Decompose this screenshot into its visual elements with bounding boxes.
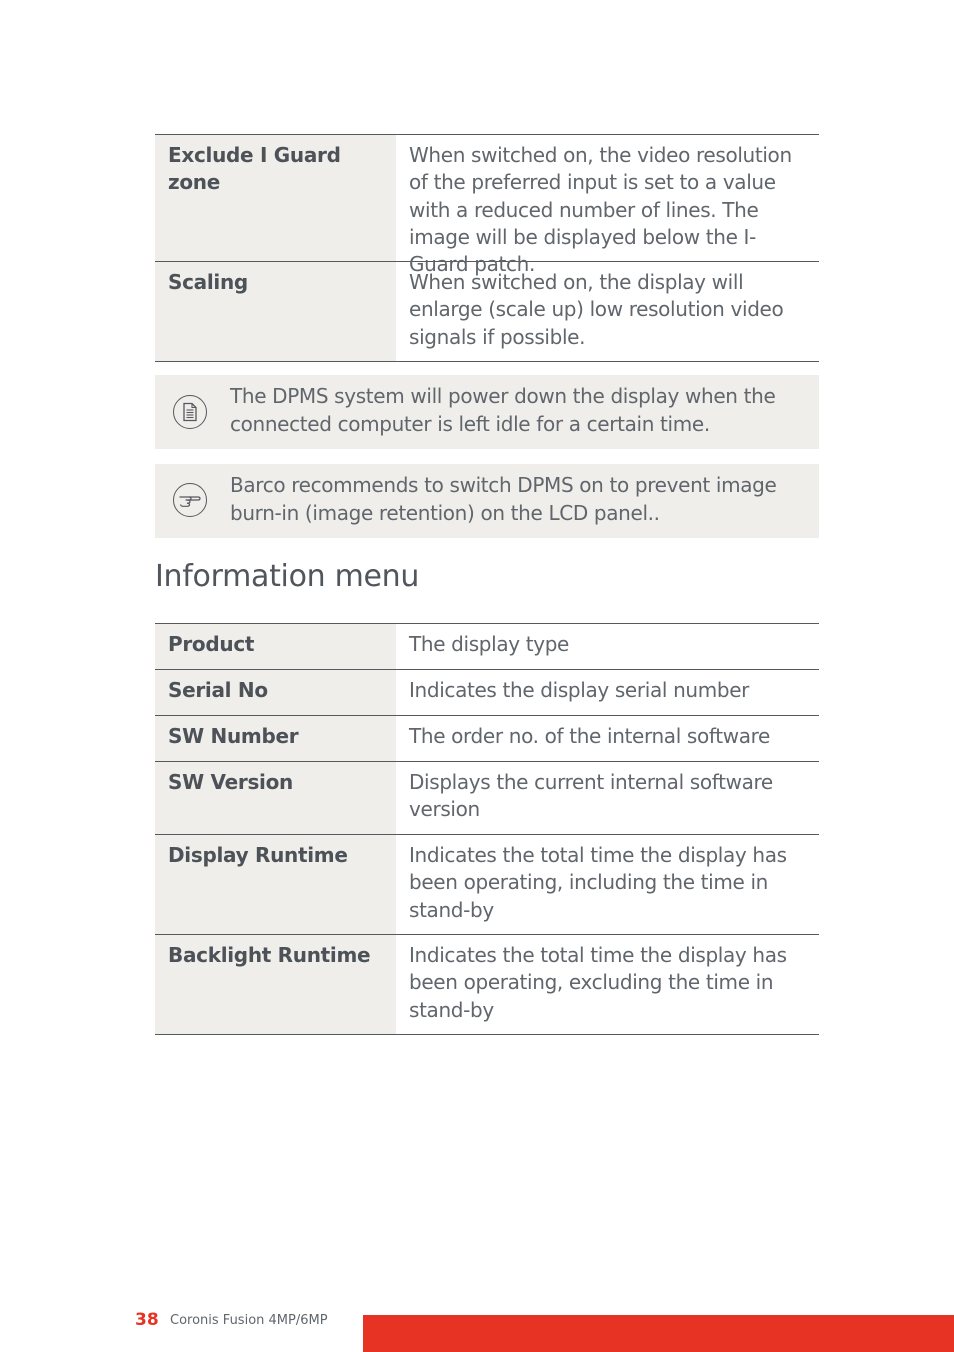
tip-text: Barco recommends to switch DPMS on to prevent image burn-in (image retention) on the LCD panel.. bbox=[230, 473, 777, 525]
footer-accent-bar bbox=[363, 1315, 954, 1352]
table-row bbox=[155, 624, 819, 670]
table-row bbox=[155, 935, 819, 1035]
row-description: The display type bbox=[409, 632, 570, 656]
pointing-hand-icon bbox=[173, 483, 207, 517]
row-description: Displays the current internal software version bbox=[409, 770, 773, 822]
tip-box bbox=[155, 464, 819, 538]
note-text: The DPMS system will power down the display when the connected computer is left idle for a certain time. bbox=[230, 384, 776, 436]
row-term: Exclude I Guard zone bbox=[155, 135, 396, 261]
row-description: When switched on, the display will enlarge (scale up) low resolution video signals if possible. bbox=[409, 270, 784, 349]
row-description: Indicates the display serial number bbox=[409, 678, 750, 702]
note-icon bbox=[173, 395, 207, 429]
row-term: Scaling bbox=[155, 262, 396, 361]
section-title: Information menu bbox=[155, 559, 420, 594]
information-table bbox=[155, 623, 819, 1035]
table-row bbox=[155, 262, 819, 362]
table-row bbox=[155, 835, 819, 935]
row-term: Display Runtime bbox=[155, 835, 396, 934]
row-term: SW Number bbox=[155, 716, 396, 761]
table-row bbox=[155, 716, 819, 762]
note-box bbox=[155, 375, 819, 449]
settings-table bbox=[155, 134, 819, 362]
row-term: Serial No bbox=[155, 670, 396, 715]
row-description: When switched on, the video resolution of the preferred input is set to a value with a reduced number of lines. The image will be displayed below the I-Guard patch. bbox=[409, 143, 792, 277]
row-term: SW Version bbox=[155, 762, 396, 834]
row-description: The order no. of the internal software bbox=[409, 724, 771, 748]
row-description: Indicates the total time the display has been operating, including the time in stand-by bbox=[409, 843, 787, 922]
table-row bbox=[155, 762, 819, 835]
table-row bbox=[155, 670, 819, 716]
table-row bbox=[155, 135, 819, 277]
row-description: Indicates the total time the display has been operating, excluding the time in stand-by bbox=[409, 943, 787, 1022]
page-number: 38 bbox=[135, 1310, 159, 1330]
row-term: Backlight Runtime bbox=[155, 935, 396, 1034]
row-term: Product bbox=[155, 624, 396, 669]
footer-document-title: Coronis Fusion 4MP/6MP bbox=[170, 1313, 328, 1328]
